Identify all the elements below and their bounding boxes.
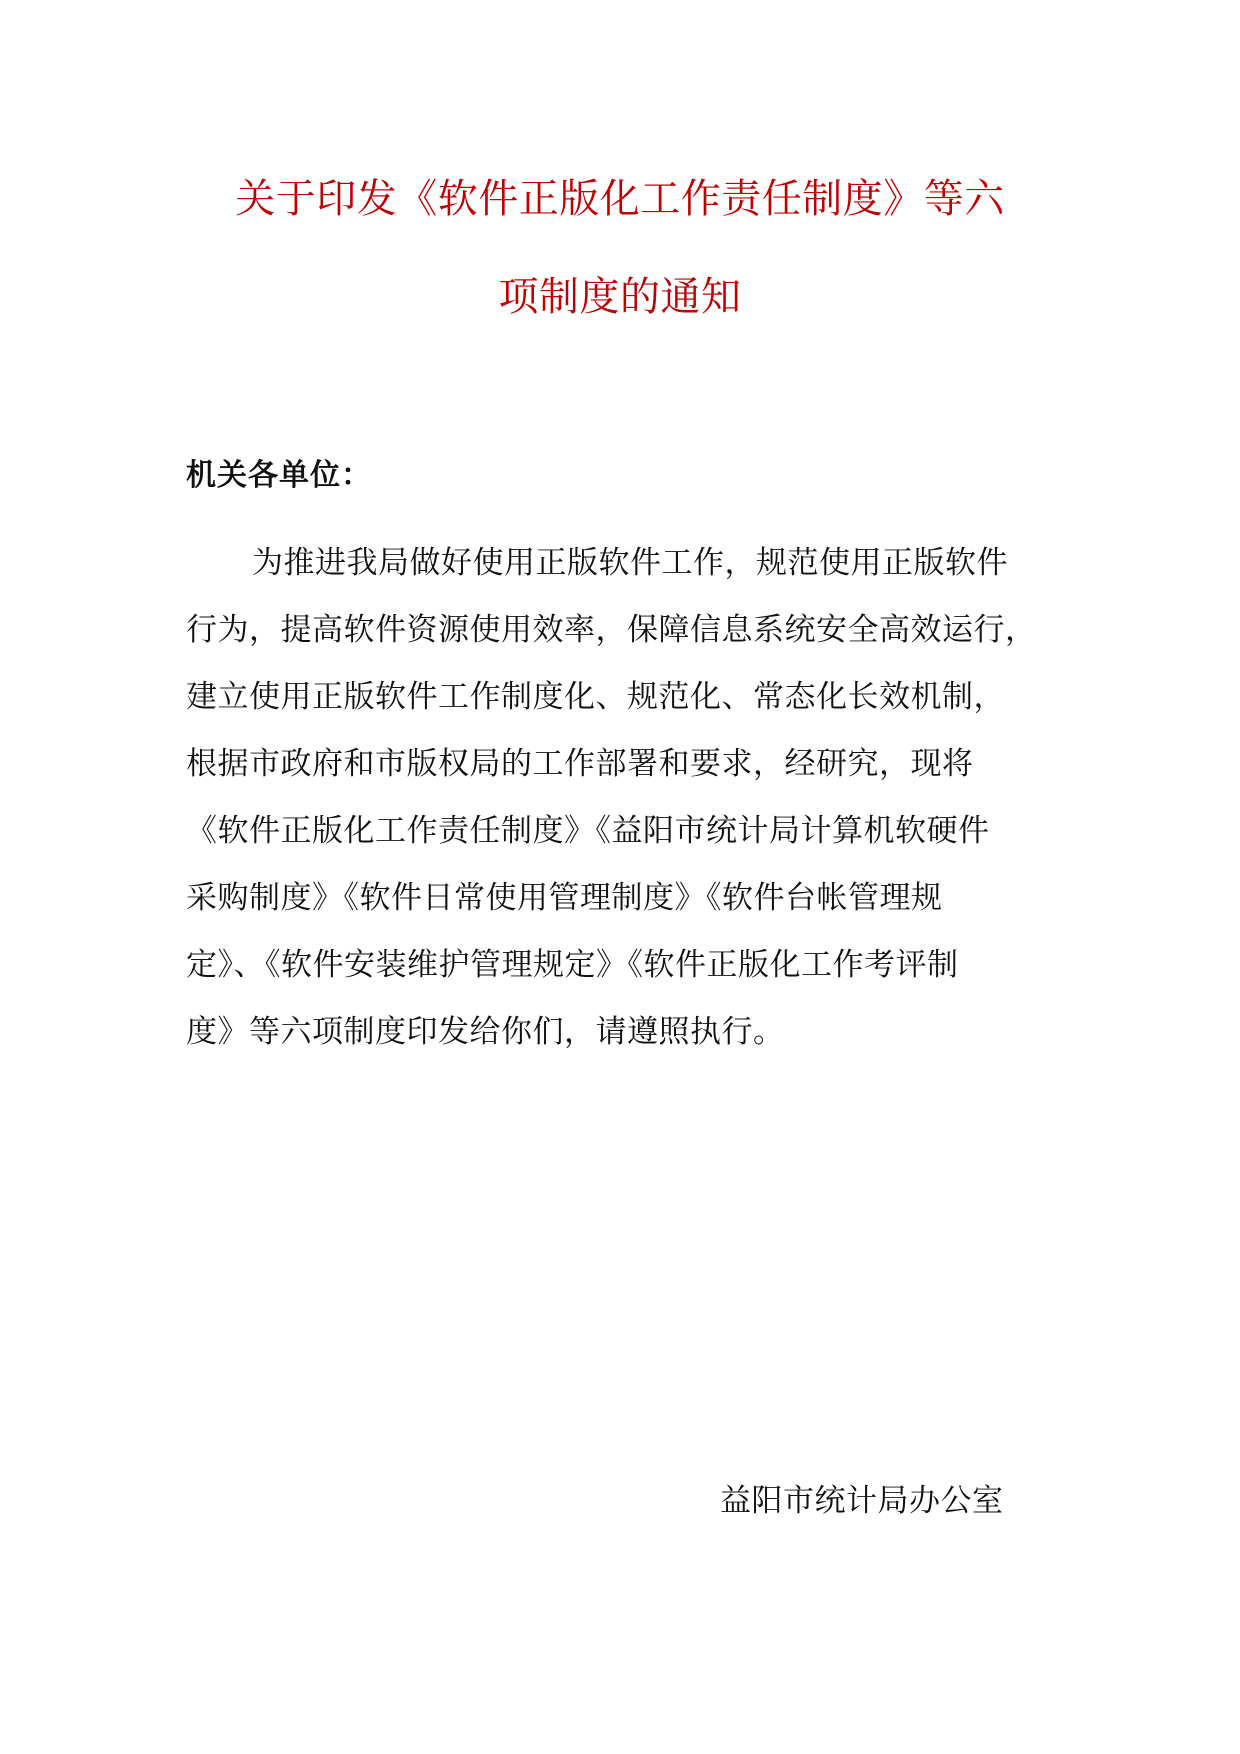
title-line-2: 项制度的通知 bbox=[498, 274, 742, 320]
body-paragraph bbox=[186, 530, 1066, 1066]
body-line: 行为，提高软件资源使用效率，保障信息系统安全高效运行， bbox=[186, 612, 1037, 648]
signature: 益阳市统计局办公室 bbox=[720, 1483, 1004, 1519]
body-line: 度》等六项制度印发给你们，请遵照执行。 bbox=[186, 1014, 785, 1050]
body-line: 定》、《软件安装维护管理规定》《软件正版化工作考评制 bbox=[186, 947, 959, 983]
document-title bbox=[170, 150, 1070, 346]
body-line: 建立使用正版软件工作制度化、规范化、常态化长效机制， bbox=[186, 679, 1005, 715]
body-line: 为推进我局做好使用正版软件工作，规范使用正版软件 bbox=[252, 545, 1008, 581]
title-line-1: 关于印发《软件正版化工作责任制度》等六 bbox=[235, 176, 1005, 222]
body-line: 《软件正版化工作责任制度》《益阳市统计局计算机软硬件 bbox=[186, 813, 990, 849]
salutation: 机关各单位： bbox=[186, 458, 372, 493]
body-line: 采购制度》《软件日常使用管理制度》《软件台帐管理规 bbox=[186, 880, 943, 916]
body-line: 根据市政府和市版权局的工作部署和要求，经研究，现将 bbox=[186, 746, 974, 782]
